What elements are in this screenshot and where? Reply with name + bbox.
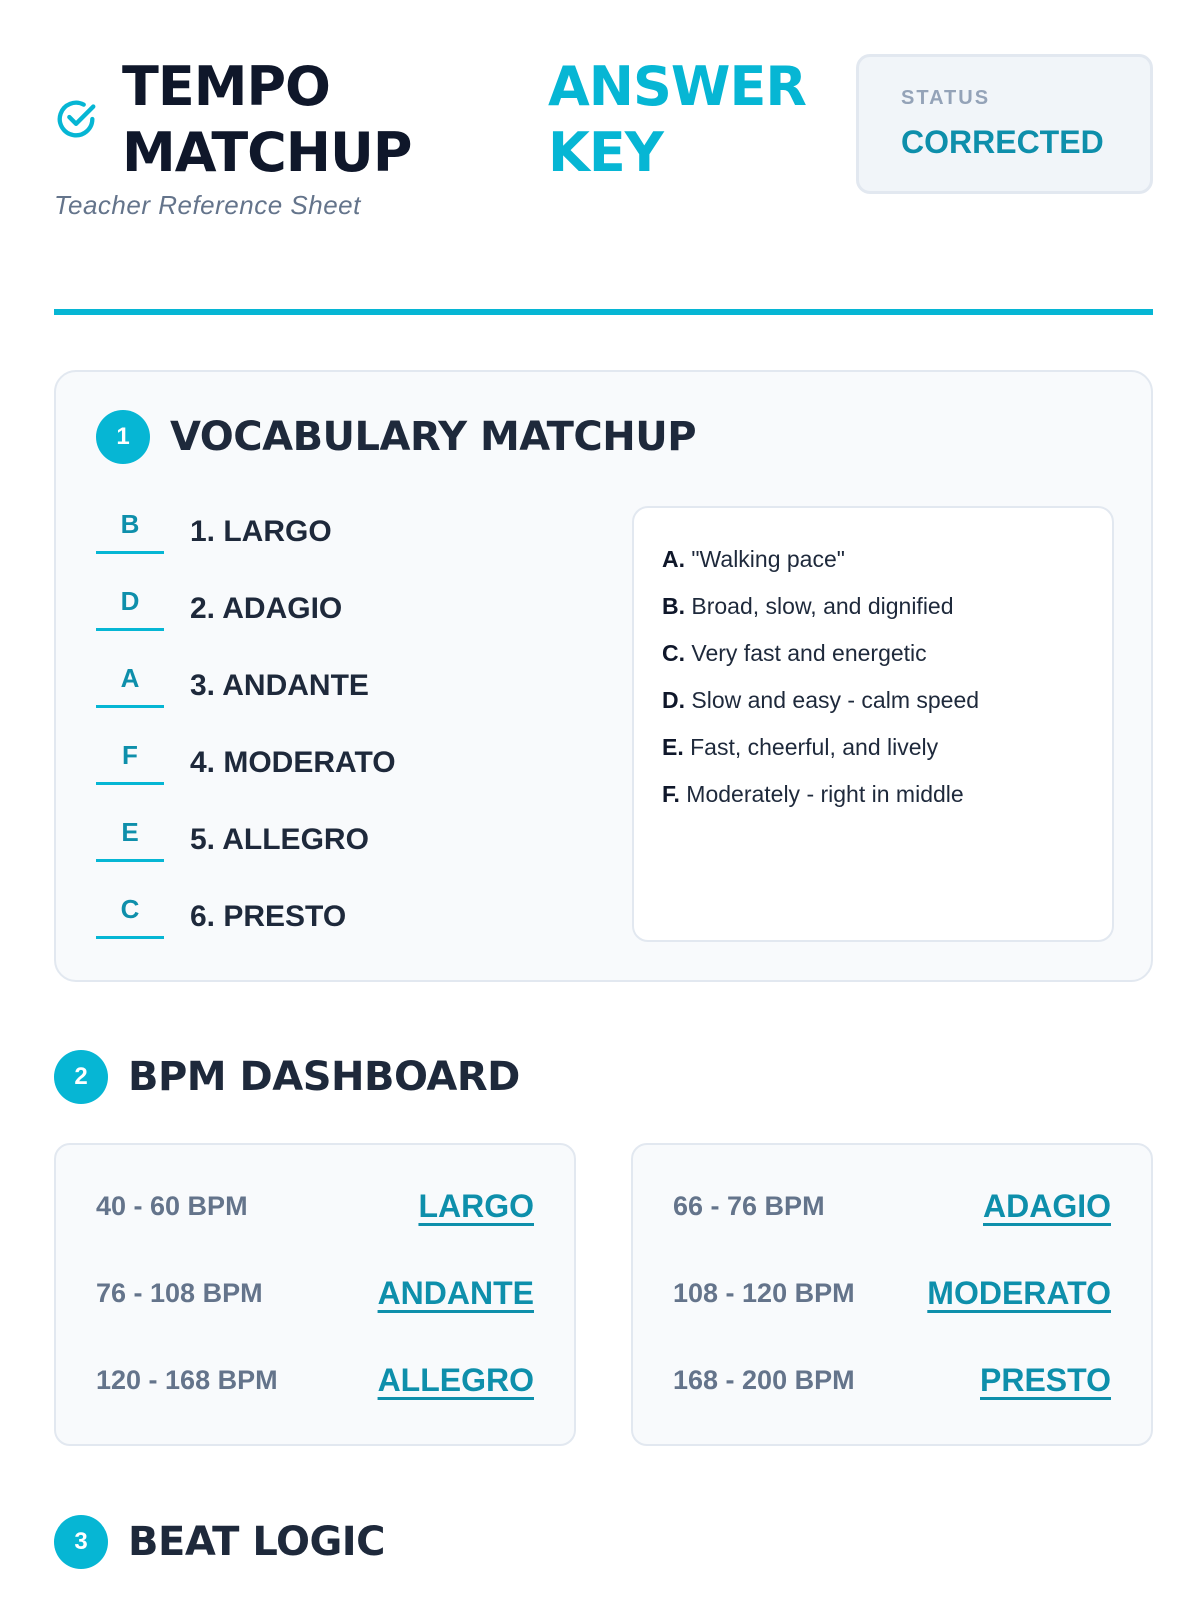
definition-text: Very fast and energetic [691,640,927,666]
definition-item [662,677,1112,724]
definition-letter: F. [662,781,680,807]
bpm-row [96,1337,534,1424]
section-3-heading [54,1515,385,1569]
term-label: 2. ADAGIO [190,592,343,625]
definition-item [662,724,1112,771]
header-divider [54,309,1153,315]
bpm-row [673,1163,1111,1250]
bpm-card-right [631,1143,1153,1446]
page-subtitle: Teacher Reference Sheet [54,190,361,220]
answer-line-2: KEY [548,121,663,184]
match-row [96,583,616,660]
title-line-1: TEMPO [122,55,330,118]
definition-text: "Walking pace" [691,546,845,572]
definition-item [662,583,1112,630]
page-header [54,54,1147,254]
tempo-answer: MODERATO [927,1275,1111,1311]
definition-text: Moderately - right in middle [686,781,964,807]
bpm-row [673,1337,1111,1424]
answer-field[interactable]: D [96,583,164,631]
tempo-answer: PRESTO [980,1362,1111,1398]
tempo-answer: ADAGIO [983,1188,1111,1224]
match-row [96,506,616,583]
bpm-range: 108 - 120 BPM [673,1278,855,1308]
bpm-row [96,1250,534,1337]
section-title: BPM DASHBOARD [128,1054,520,1100]
definition-item [662,771,1112,818]
answer-line-1: ANSWER [548,55,806,118]
definition-item [662,536,1112,583]
match-list [96,506,616,968]
match-row [96,737,616,814]
definition-text: Broad, slow, and dignified [691,593,954,619]
bpm-range: 168 - 200 BPM [673,1365,855,1395]
definition-letter: C. [662,640,685,666]
title-line-2: MATCHUP [122,121,412,184]
bpm-range: 120 - 168 BPM [96,1365,278,1395]
status-label: STATUS [901,87,991,109]
answer-field[interactable]: B [96,506,164,554]
answer-field[interactable]: E [96,814,164,862]
bpm-card-left [54,1143,576,1446]
match-row [96,891,616,968]
definition-letter: D. [662,687,685,713]
term-label: 1. LARGO [190,515,332,548]
term-label: 6. PRESTO [190,900,347,933]
bpm-range: 66 - 76 BPM [673,1191,825,1221]
check-circle-icon [54,96,100,142]
section-1-heading [96,410,696,464]
definition-letter: E. [662,734,684,760]
definition-text: Slow and easy - calm speed [691,687,980,713]
tempo-answer: ALLEGRO [377,1362,534,1398]
definition-letter: A. [662,546,685,572]
definition-text: Fast, cheerful, and lively [690,734,939,760]
section-number-badge: 1 [96,410,150,464]
term-label: 4. MODERATO [190,746,396,779]
term-label: 5. ALLEGRO [190,823,369,856]
section-2-heading [54,1050,520,1104]
answer-key-label [548,54,848,186]
term-label: 3. ANDANTE [190,669,369,702]
status-value: CORRECTED [901,124,1104,160]
bpm-range: 40 - 60 BPM [96,1191,248,1221]
section-title: VOCABULARY MATCHUP [170,414,697,460]
section-title: BEAT LOGIC [128,1519,386,1565]
status-card [856,54,1153,194]
answer-field[interactable]: F [96,737,164,785]
definition-letter: B. [662,593,685,619]
page-title [122,54,502,186]
answer-field[interactable]: A [96,660,164,708]
vocabulary-section [54,370,1153,982]
bpm-row [96,1163,534,1250]
match-row [96,814,616,891]
tempo-answer: ANDANTE [377,1275,534,1311]
section-number-badge: 2 [54,1050,108,1104]
definitions-box [632,506,1114,942]
answer-field[interactable]: C [96,891,164,939]
tempo-answer: LARGO [418,1188,534,1224]
section-number-badge: 3 [54,1515,108,1569]
definition-item [662,630,1112,677]
bpm-row [673,1250,1111,1337]
bpm-range: 76 - 108 BPM [96,1278,263,1308]
match-row [96,660,616,737]
